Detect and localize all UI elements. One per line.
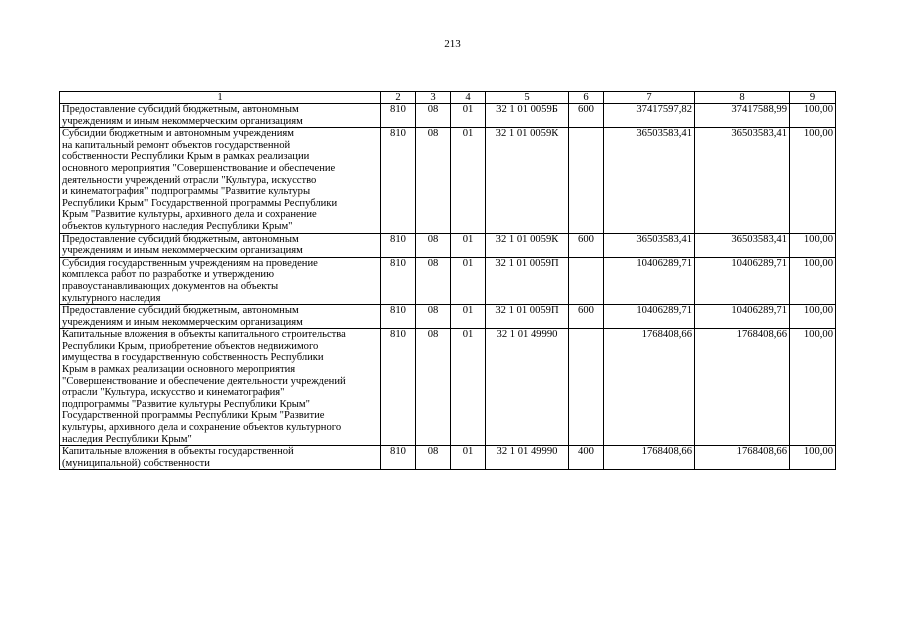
- table-header-row: [60, 92, 836, 104]
- row-name: Предоставление субсидий бюджетным, автономным учреждениям и иным некоммерческим организациям: [60, 305, 381, 329]
- cell-amount-col7: 36503583,41: [604, 233, 695, 257]
- cell-expense-type: 600: [569, 104, 604, 128]
- column-header: 9: [790, 92, 836, 104]
- cell-target-article: 32 1 01 49990: [486, 446, 569, 470]
- cell-expense-type: [569, 329, 604, 446]
- table-row: [60, 305, 836, 329]
- cell-amount-col8: 36503583,41: [695, 128, 790, 233]
- table-row: [60, 329, 836, 446]
- row-name: Предоставление субсидий бюджетным, автономным учреждениям и иным некоммерческим организациям: [60, 233, 381, 257]
- cell-target-article: 32 1 01 0059Б: [486, 104, 569, 128]
- cell-amount-col8: 37417588,99: [695, 104, 790, 128]
- column-header: 3: [416, 92, 451, 104]
- cell-subsection-code: 01: [451, 104, 486, 128]
- cell-section-code: 08: [416, 257, 451, 304]
- cell-amount-col7: 10406289,71: [604, 257, 695, 304]
- cell-percent: 100,00: [790, 104, 836, 128]
- cell-percent: 100,00: [790, 446, 836, 470]
- table-row: [60, 128, 836, 233]
- cell-section-code: 08: [416, 329, 451, 446]
- column-header: 1: [60, 92, 381, 104]
- cell-ministry-code: 810: [381, 446, 416, 470]
- cell-expense-type: [569, 257, 604, 304]
- page-number: 213: [444, 38, 461, 50]
- cell-expense-type: [569, 128, 604, 233]
- cell-expense-type: 400: [569, 446, 604, 470]
- table-row: [60, 104, 836, 128]
- row-name: Капитальные вложения в объекты капитального строительства Республики Крым, приобретение объектов недвижимого имущества в государственную собственность Республики Крым в рамках реализации основного мероприятия "Совершенствование и обеспечение деятельности учреждений отрасли "Культура, искусство и кинематография" подпрограммы "Развитие культуры Республики Крым" Государственной программы Республики Крым "Развитие культуры, архивного дела и сохранение объектов культурного наследия Республики Крым": [60, 329, 381, 446]
- row-name: Капитальные вложения в объекты государственной (муниципальной) собственности: [60, 446, 381, 470]
- column-header: 7: [604, 92, 695, 104]
- cell-ministry-code: 810: [381, 233, 416, 257]
- cell-subsection-code: 01: [451, 446, 486, 470]
- cell-subsection-code: 01: [451, 329, 486, 446]
- table-row: [60, 257, 836, 304]
- cell-percent: 100,00: [790, 128, 836, 233]
- cell-amount-col7: 1768408,66: [604, 446, 695, 470]
- cell-ministry-code: 810: [381, 128, 416, 233]
- cell-subsection-code: 01: [451, 305, 486, 329]
- cell-subsection-code: 01: [451, 128, 486, 233]
- cell-expense-type: 600: [569, 305, 604, 329]
- cell-amount-col8: 10406289,71: [695, 305, 790, 329]
- cell-ministry-code: 810: [381, 257, 416, 304]
- cell-target-article: 32 1 01 49990: [486, 329, 569, 446]
- cell-percent: 100,00: [790, 233, 836, 257]
- cell-percent: 100,00: [790, 305, 836, 329]
- cell-percent: 100,00: [790, 329, 836, 446]
- table-row: [60, 446, 836, 470]
- cell-amount-col7: 36503583,41: [604, 128, 695, 233]
- cell-target-article: 32 1 01 0059П: [486, 305, 569, 329]
- budget-table: [59, 91, 836, 470]
- cell-section-code: 08: [416, 305, 451, 329]
- cell-expense-type: 600: [569, 233, 604, 257]
- row-name: Субсидия государственным учреждениям на проведение комплекса работ по разработке и утверждению правоустанавливающих документов на объекты культурного наследия: [60, 257, 381, 304]
- cell-section-code: 08: [416, 104, 451, 128]
- cell-ministry-code: 810: [381, 329, 416, 446]
- cell-subsection-code: 01: [451, 257, 486, 304]
- cell-section-code: 08: [416, 233, 451, 257]
- row-name: Предоставление субсидий бюджетным, автономным учреждениям и иным некоммерческим организациям: [60, 104, 381, 128]
- cell-percent: 100,00: [790, 257, 836, 304]
- cell-amount-col8: 1768408,66: [695, 446, 790, 470]
- cell-ministry-code: 810: [381, 305, 416, 329]
- cell-amount-col7: 10406289,71: [604, 305, 695, 329]
- cell-ministry-code: 810: [381, 104, 416, 128]
- cell-target-article: 32 1 01 0059К: [486, 233, 569, 257]
- cell-amount-col7: 1768408,66: [604, 329, 695, 446]
- column-header: 8: [695, 92, 790, 104]
- column-header: 2: [381, 92, 416, 104]
- cell-amount-col8: 1768408,66: [695, 329, 790, 446]
- cell-section-code: 08: [416, 446, 451, 470]
- row-name: Субсидии бюджетным и автономным учреждениям на капитальный ремонт объектов государственной собственности Республики Крым в рамках реализации основного мероприятия "Совершенствование и обеспечение деятельности учреждений отрасли "Культура, искусство и кинематография" подпрограммы "Развитие культуры Республики Крым" Государственной программы Республики Крым "Развитие культуры, архивного дела и сохранение объектов культурного наследия Республики Крым": [60, 128, 381, 233]
- cell-amount-col8: 36503583,41: [695, 233, 790, 257]
- cell-target-article: 32 1 01 0059К: [486, 128, 569, 233]
- column-header: 5: [486, 92, 569, 104]
- column-header: 6: [569, 92, 604, 104]
- column-header: 4: [451, 92, 486, 104]
- cell-target-article: 32 1 01 0059П: [486, 257, 569, 304]
- cell-amount-col8: 10406289,71: [695, 257, 790, 304]
- cell-amount-col7: 37417597,82: [604, 104, 695, 128]
- cell-section-code: 08: [416, 128, 451, 233]
- table-row: [60, 233, 836, 257]
- cell-subsection-code: 01: [451, 233, 486, 257]
